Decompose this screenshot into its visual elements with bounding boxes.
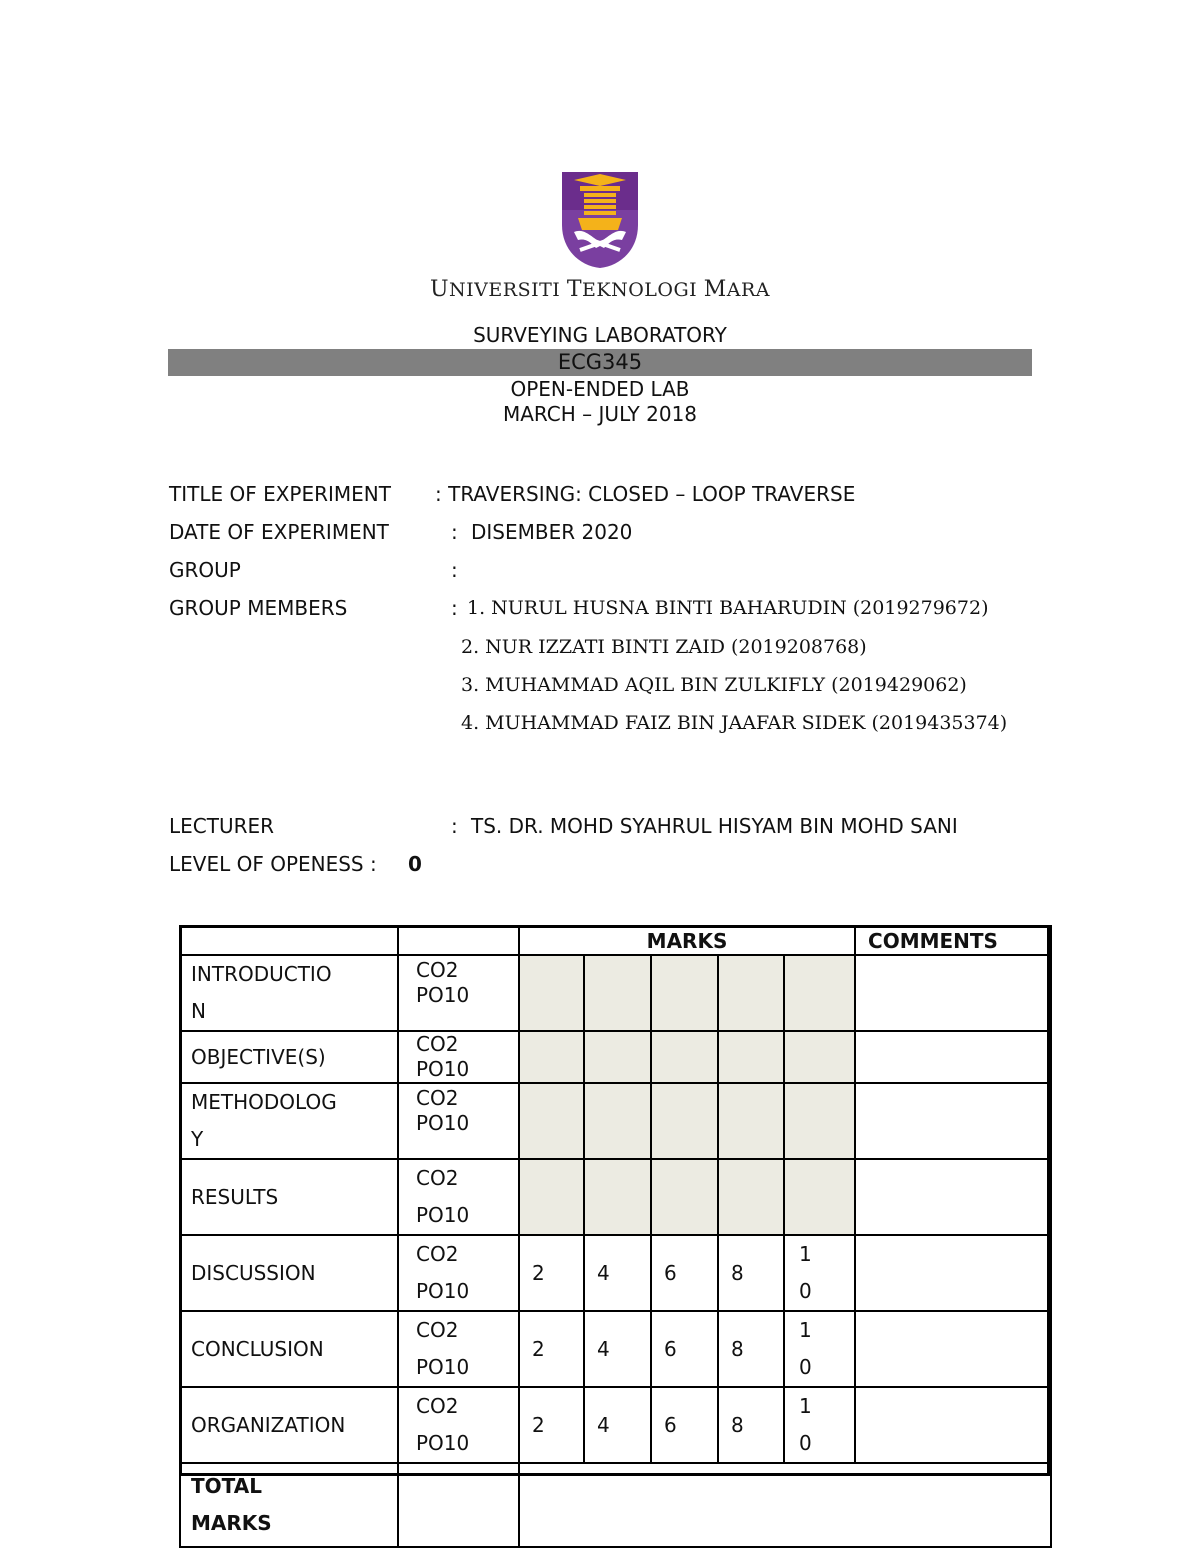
outcome-cell: CO2 PO10 xyxy=(398,1311,519,1387)
title-value: : TRAVERSING: CLOSED – LOOP TRAVERSE xyxy=(435,482,856,506)
comment-cell xyxy=(855,955,1051,1031)
lecturer-colon: : xyxy=(451,814,458,838)
score-cell: 6 xyxy=(651,1311,718,1387)
score-cell xyxy=(519,1031,584,1083)
score-cell: 1 0 xyxy=(784,1387,855,1463)
criterion-cell: DISCUSSION xyxy=(180,1235,398,1311)
score-cell xyxy=(519,1159,584,1235)
university-name: UNIVERSITI TEKNOLOGI MARA xyxy=(430,277,770,302)
score-cell xyxy=(519,955,584,1031)
comment-cell xyxy=(855,1387,1051,1463)
score-cell: 8 xyxy=(718,1235,784,1311)
title-label: TITLE OF EXPERIMENT xyxy=(169,482,391,506)
score-cell: 2 xyxy=(519,1387,584,1463)
group-label: GROUP xyxy=(169,558,241,582)
score-cell: 1 0 xyxy=(784,1311,855,1387)
comments-header: COMMENTS xyxy=(855,926,1051,955)
criterion-cell: INTRODUCTIO N xyxy=(180,955,398,1031)
table-row xyxy=(180,955,1051,1031)
members-colon: : xyxy=(451,596,458,620)
score-cell: 2 xyxy=(519,1311,584,1387)
comment-cell xyxy=(855,1031,1051,1083)
outcome-cell: CO2 PO10 xyxy=(398,1387,519,1463)
criterion-cell: ORGANIZATION xyxy=(180,1387,398,1463)
members-label: GROUP MEMBERS xyxy=(169,596,348,620)
score-cell: 6 xyxy=(651,1387,718,1463)
score-cell xyxy=(718,1159,784,1235)
score-cell xyxy=(784,955,855,1031)
openess-label: LEVEL OF OPENESS : xyxy=(169,852,377,876)
score-cell xyxy=(519,1083,584,1159)
score-cell xyxy=(651,955,718,1031)
table-row xyxy=(180,1159,1051,1235)
score-cell xyxy=(784,1159,855,1235)
outcome-cell: CO2 PO10 xyxy=(398,1235,519,1311)
table-row xyxy=(180,1311,1051,1387)
outcome-cell: CO2 PO10 xyxy=(398,1159,519,1235)
outcome-cell: CO2 PO10 xyxy=(398,1083,519,1159)
comment-cell xyxy=(855,1311,1051,1387)
comment-cell xyxy=(855,1159,1051,1235)
score-cell xyxy=(651,1031,718,1083)
course-code: ECG345 xyxy=(557,350,643,374)
member-2: 2. NUR IZZATI BINTI ZAID (2019208768) xyxy=(461,636,867,658)
outcome-cell: CO2 PO10 xyxy=(398,1031,519,1083)
score-cell xyxy=(651,1159,718,1235)
member-1: 1. NURUL HUSNA BINTI BAHARUDIN (2019279672) xyxy=(467,597,989,619)
lab-type: OPEN-ENDED LAB xyxy=(510,377,690,401)
table-row xyxy=(180,1235,1051,1311)
criterion-cell: OBJECTIVE(S) xyxy=(180,1031,398,1083)
score-cell xyxy=(651,1083,718,1159)
score-cell xyxy=(718,1031,784,1083)
member-3: 3. MUHAMMAD AQIL BIN ZULKIFLY (2019429062) xyxy=(461,674,967,696)
score-cell xyxy=(718,1083,784,1159)
date-label: DATE OF EXPERIMENT xyxy=(169,520,389,544)
criterion-cell: METHODOLOG Y xyxy=(180,1083,398,1159)
total-value-cell xyxy=(519,1463,1051,1547)
marks-table xyxy=(179,925,1052,1548)
score-cell xyxy=(718,955,784,1031)
score-cell: 4 xyxy=(584,1235,651,1311)
member-4: 4. MUHAMMAD FAIZ BIN JAAFAR SIDEK (2019435374) xyxy=(461,712,1008,734)
score-cell xyxy=(584,1083,651,1159)
table-row xyxy=(180,1031,1051,1083)
score-cell xyxy=(784,1083,855,1159)
criterion-cell: CONCLUSION xyxy=(180,1311,398,1387)
score-cell: 8 xyxy=(718,1387,784,1463)
score-cell: 4 xyxy=(584,1387,651,1463)
criterion-cell: RESULTS xyxy=(180,1159,398,1235)
score-cell: 4 xyxy=(584,1311,651,1387)
total-row xyxy=(180,1463,1051,1547)
total-outcome-cell xyxy=(398,1463,519,1547)
semester-period: MARCH – JULY 2018 xyxy=(502,402,698,426)
score-cell xyxy=(584,1159,651,1235)
header-blank-outcome xyxy=(398,926,519,955)
table-row xyxy=(180,1387,1051,1463)
score-cell: 1 0 xyxy=(784,1235,855,1311)
group-colon: : xyxy=(451,558,458,582)
table-header-row xyxy=(180,926,1051,955)
date-value: DISEMBER 2020 xyxy=(471,520,633,544)
lecturer-value: TS. DR. MOHD SYAHRUL HISYAM BIN MOHD SANI xyxy=(471,814,958,838)
score-cell: 2 xyxy=(519,1235,584,1311)
total-marks-label: TOTAL MARKS xyxy=(180,1463,398,1547)
score-cell xyxy=(584,1031,651,1083)
lecturer-label: LECTURER xyxy=(169,814,275,838)
comment-cell xyxy=(855,1235,1051,1311)
table-row xyxy=(180,1083,1051,1159)
comment-cell xyxy=(855,1083,1051,1159)
uitm-crest-logo xyxy=(560,170,640,270)
lab-name: SURVEYING LABORATORY xyxy=(473,323,727,347)
score-cell: 6 xyxy=(651,1235,718,1311)
date-colon: : xyxy=(451,520,458,544)
score-cell xyxy=(784,1031,855,1083)
outcome-cell: CO2 PO10 xyxy=(398,955,519,1031)
marks-header: MARKS xyxy=(519,926,855,955)
score-cell xyxy=(584,955,651,1031)
header-blank-criterion xyxy=(180,926,398,955)
score-cell: 8 xyxy=(718,1311,784,1387)
openess-value: 0 xyxy=(408,852,422,876)
